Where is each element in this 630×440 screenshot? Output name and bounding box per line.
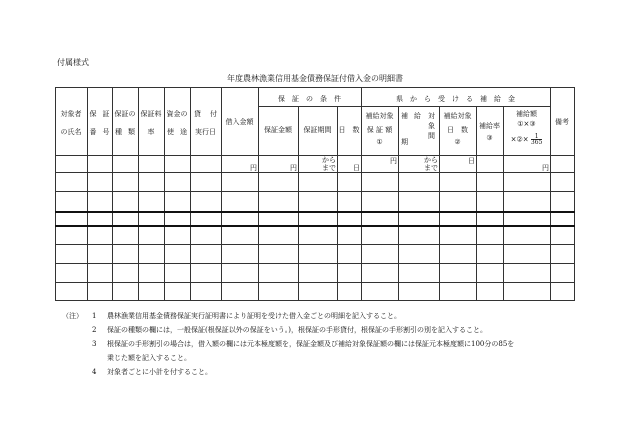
header-guarantee-type-3: 類 (128, 128, 135, 136)
note-item (62, 365, 514, 379)
note-number: 4 (92, 368, 97, 376)
unit-day-subsidy: 日 (468, 157, 475, 165)
header-loan-amount: 借入金額 (225, 118, 254, 126)
header-loan-date-3: 実行日 (195, 128, 216, 136)
header-fund-use-3: 途 (180, 128, 187, 136)
note-number: 2 (92, 326, 97, 334)
unit-yen-loan: 円 (250, 164, 257, 172)
header-days: 日 数 (338, 126, 360, 134)
notes (62, 309, 514, 379)
header-guarantee-type-1: 保証の (114, 110, 136, 118)
unit-day-guarantee: 日 (353, 164, 360, 172)
note-number: 3 (92, 340, 97, 348)
header-subsidy-rate-1: 補給率 (479, 122, 500, 130)
header-prefecture-subsidy: 県 か ら 受 け る 補 給 金 (396, 95, 515, 103)
header-subsidy-days-1: 補給対象 (443, 112, 472, 120)
unit-from-guarantee: から (322, 156, 336, 164)
notes-mark: （注） (62, 312, 83, 320)
note-item (62, 309, 514, 323)
document-title: 年度農林漁業信用基金債務保証付借入金の明細書 (227, 74, 403, 83)
header-loan-date-2: 付 (210, 110, 217, 118)
unit-yen-subsidy-base: 円 (390, 157, 397, 165)
note-number (92, 351, 107, 365)
header-remarks: 備考 (555, 118, 569, 126)
note-item (62, 351, 514, 365)
note-text: 農林漁業信用基金債務保証実行証明書により証明を受けた借入金ごとの明細を記入すること。 (107, 312, 401, 320)
fraction-numerator: 1 (534, 133, 539, 140)
note-text: 乗じた額を記入すること。 (107, 354, 191, 362)
header-guarantee-no-4: 号 (102, 128, 110, 136)
header-applicant-line1: 対象者 (60, 110, 82, 118)
header-applicant-line2: の氏名 (60, 128, 82, 136)
note-text: 対象者ごとに小計を付すること。 (107, 368, 212, 376)
header-subsidy-period-3: 対 (428, 112, 435, 120)
header-guarantee-period: 保証期間 (303, 126, 332, 134)
unit-yen-guarantee: 円 (290, 164, 297, 172)
header-subsidy-period-1: 補 (401, 112, 408, 120)
form-label: 付属様式 (57, 58, 89, 67)
note-number: 1 (92, 312, 97, 320)
header-subsidy-period-6: 間 (428, 132, 435, 140)
formula-multiplier: ×②× (510, 135, 529, 144)
header-loan-date-1: 貸 (194, 110, 201, 118)
header-guarantee-amount: 保証金額 (264, 126, 292, 134)
header-guarantee-conditions: 保 証 の 条 件 (278, 95, 341, 103)
unit-to-guarantee: まで (322, 164, 336, 172)
note-item (62, 323, 514, 337)
header-fund-use-1: 資金の (166, 110, 188, 118)
note-item (62, 337, 514, 351)
header-subsidy-days-2: 日 数 (447, 126, 468, 134)
header-subsidy-base-2: 保 証 額 (366, 126, 393, 134)
header-subsidy-base-3: ① (376, 138, 383, 146)
header-fund-use-2: 使 (167, 128, 174, 136)
unit-yen-subsidy-amount: 円 (542, 164, 549, 172)
header-subsidy-period-5: 期 (401, 138, 408, 146)
header-subsidy-amount-1: 補給額 (516, 110, 537, 118)
unit-from-subsidy: から (424, 156, 438, 164)
unit-to-subsidy: まで (424, 164, 438, 172)
header-guarantee-no-3: 番 (89, 128, 97, 136)
header-subsidy-days-3: ② (454, 138, 461, 146)
header-subsidy-period-4: 象 (428, 122, 435, 130)
header-subsidy-period-2: 給 (414, 112, 421, 120)
header-guarantee-rate-1: 保証料 (140, 110, 162, 118)
header-subsidy-amount-3 (503, 134, 550, 145)
note-text: 根保証の手形割引の場合は，借入額の欄には元本極度額を，保証金額及び補給対象保証額の欄には保証元本極度額に100分の85を (107, 340, 515, 348)
fraction-denominator: 365 (530, 139, 543, 146)
header-subsidy-amount-2: ①×③ (517, 120, 536, 128)
note-text: 保証の種類の欄には，一般保証(根保証以外の保証をいう。)，根保証の手形貸付，根保証の手形割引の別を記入すること。 (107, 326, 487, 334)
header-guarantee-rate-2: 率 (147, 128, 155, 136)
formula-fraction (531, 134, 542, 145)
header-guarantee-type-2: 種 (115, 128, 122, 136)
header-guarantee-no-2: 証 (102, 110, 110, 118)
header-guarantee-no-1: 保 (89, 110, 97, 118)
header-subsidy-base-1: 補給対象 (365, 112, 394, 120)
header-subsidy-rate-2: ③ (486, 134, 493, 142)
